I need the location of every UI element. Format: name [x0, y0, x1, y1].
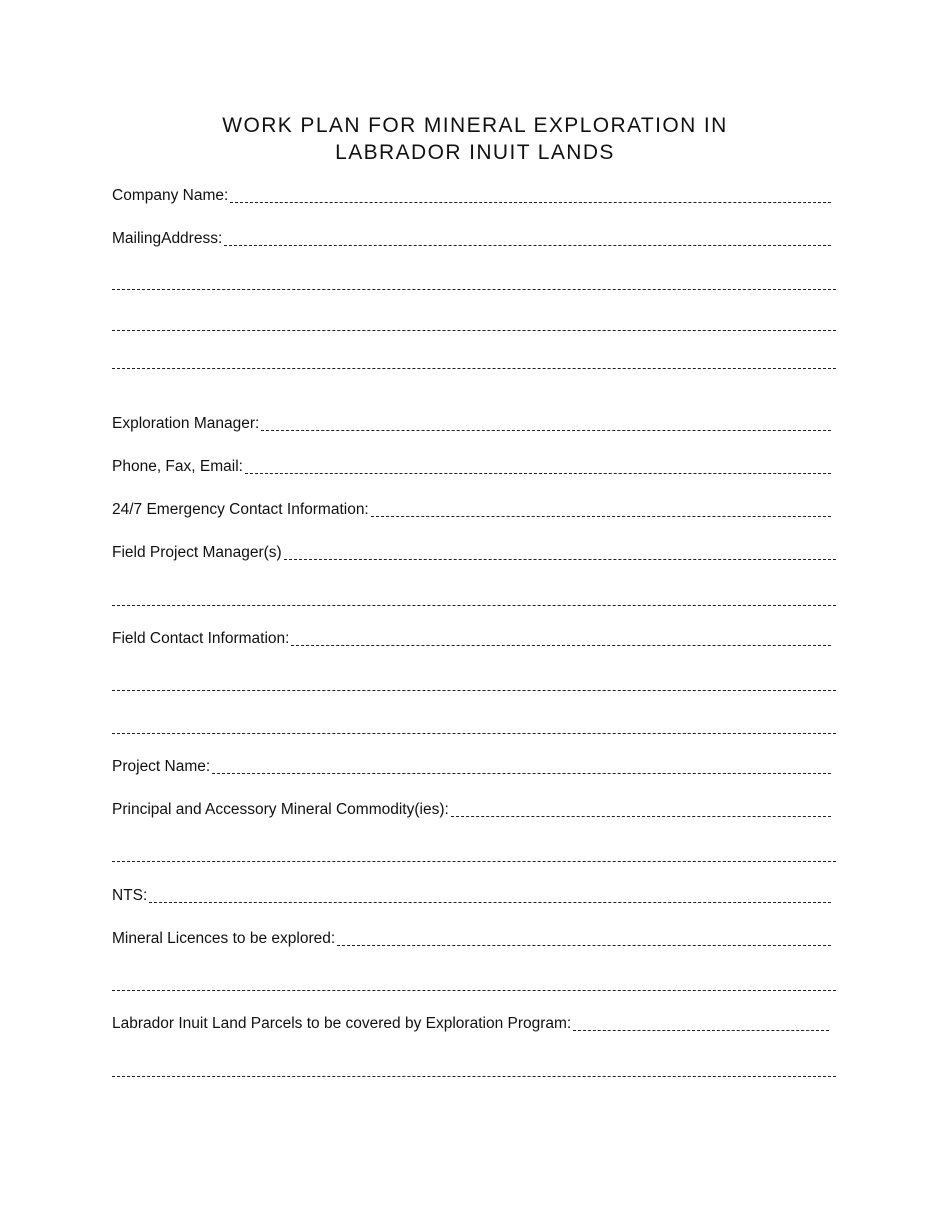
mineral-licences-row [112, 929, 831, 949]
nts-label: NTS: [112, 887, 148, 904]
title-line-1: WORK PLAN FOR MINERAL EXPLORATION IN [222, 114, 728, 137]
field-contact-information-field[interactable] [291, 630, 831, 646]
project-name-label: Project Name: [112, 758, 211, 775]
land-parcels-row [112, 1014, 829, 1034]
phone-fax-email-label: Phone, Fax, Email: [112, 458, 243, 475]
project-name-field[interactable] [212, 758, 831, 774]
emergency-contact-row [112, 500, 831, 520]
field-contact-information-line-3[interactable] [112, 733, 836, 734]
company-name-row [112, 186, 831, 206]
nts-field[interactable] [149, 887, 831, 903]
land-parcels-line-2[interactable] [112, 1076, 836, 1077]
field-project-managers-line-2[interactable] [112, 605, 836, 606]
phone-fax-email-row [112, 457, 831, 477]
mailing-address-field[interactable] [224, 230, 831, 246]
company-name-label: Company Name: [112, 187, 229, 204]
mailing-address-line-3[interactable] [112, 330, 836, 331]
exploration-manager-row [112, 414, 831, 434]
field-contact-information-label: Field Contact Information: [112, 630, 290, 647]
land-parcels-field[interactable] [573, 1015, 829, 1031]
mineral-licences-field[interactable] [337, 930, 831, 946]
emergency-contact-label: 24/7 Emergency Contact Information: [112, 501, 369, 518]
title-line-2: LABRADOR INUIT LANDS [335, 141, 615, 164]
field-project-managers-label: Field Project Manager(s) [112, 544, 282, 561]
mineral-commodities-line-2[interactable] [112, 861, 836, 862]
field-project-managers-field[interactable] [284, 544, 836, 560]
mailing-address-line-2[interactable] [112, 289, 836, 290]
field-contact-information-row [112, 629, 831, 649]
mineral-licences-label: Mineral Licences to be explored: [112, 930, 336, 947]
mailing-address-line-4[interactable] [112, 368, 836, 369]
field-contact-information-line-2[interactable] [112, 690, 836, 691]
land-parcels-label: Labrador Inuit Land Parcels to be covered by Exploration Program: [112, 1015, 572, 1032]
mineral-commodities-label: Principal and Accessory Mineral Commodity(ies): [112, 801, 449, 818]
field-project-managers-row [112, 543, 836, 563]
phone-fax-email-field[interactable] [245, 458, 831, 474]
exploration-manager-label: Exploration Manager: [112, 415, 260, 432]
mineral-licences-line-2[interactable] [112, 990, 836, 991]
mailing-address-row [112, 229, 831, 249]
nts-row [112, 886, 831, 906]
emergency-contact-field[interactable] [371, 501, 831, 517]
mineral-commodities-field[interactable] [451, 801, 831, 817]
project-name-row [112, 757, 831, 777]
exploration-manager-field[interactable] [261, 415, 831, 431]
company-name-field[interactable] [230, 187, 831, 203]
mailing-address-label: MailingAddress: [112, 230, 223, 247]
mineral-commodities-row [112, 800, 831, 820]
